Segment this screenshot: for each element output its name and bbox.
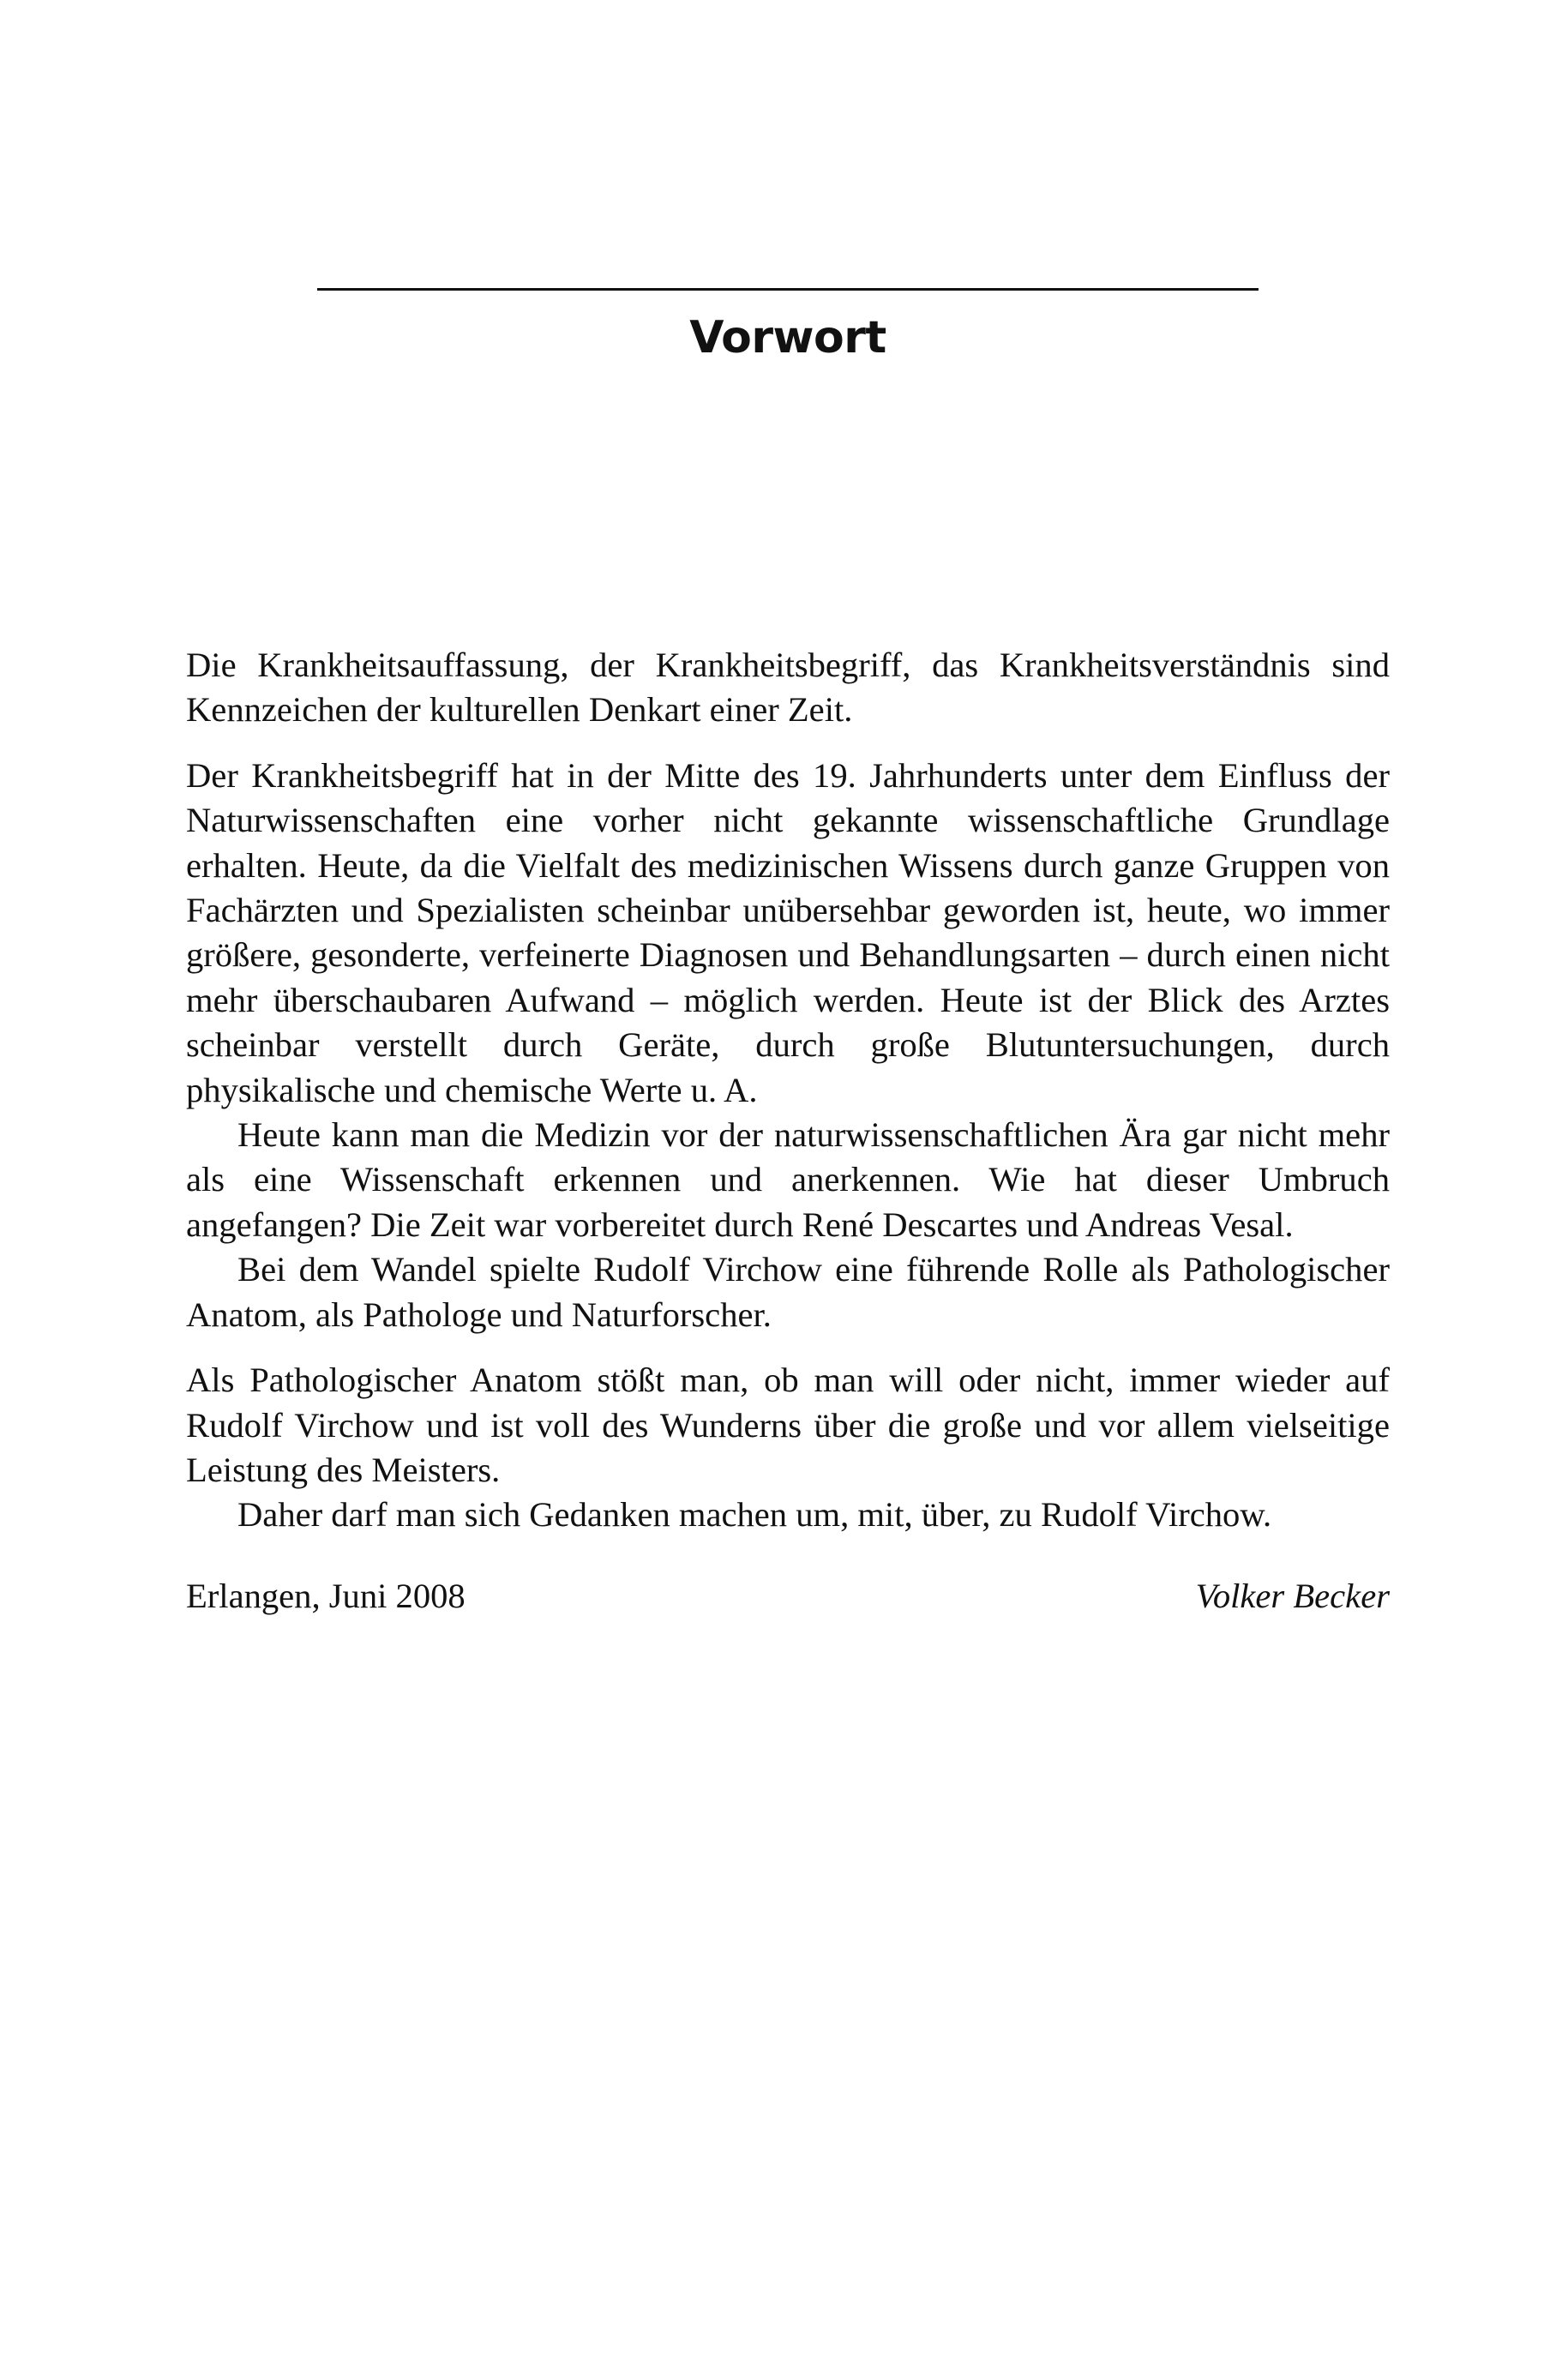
place-date: Erlangen, Juni 2008: [186, 1577, 466, 1615]
title-rule: [317, 288, 1259, 291]
paragraph: Der Krankheitsbegriff hat in der Mitte des 19. Jahrhunderts unter dem Einfluss der Naturwissenschaften eine vorher nicht gekannte wissenschaftliche Grundlage erhalten. Heute, da die Vielfalt des medizinischen Wissens durch ganze Gruppen von Fachärzten und Spezialisten scheinbar unübersehbar geworden ist, heute, wo immer größere, gesonderte, verfeinerte Diagnosen und Behandlungsarten – durch einen nicht mehr überschaubaren Aufwand – möglich werden. Heute ist der Blick des Arztes scheinbar verstellt durch Geräte, durch große Blutuntersuchungen, durch physikalische und chemische Werte u. A.: [186, 755, 1390, 1109]
paragraph: Die Krankheitsauffassung, der Krankheitsbegriff, das Krankheitsverständnis sind Kennzeichen der kulturellen Denkart einer Zeit.: [186, 646, 1390, 730]
author-name: Volker Becker: [1195, 1577, 1390, 1615]
paragraph: Bei dem Wandel spielte Rudolf Virchow eine führende Rolle als Pathologischer Anatom, als Pathologe und Naturforscher.: [186, 1250, 1390, 1334]
preface-body: [186, 643, 1390, 1538]
paragraph: Heute kann man die Medizin vor der naturwissenschaftlichen Ära gar nicht mehr als eine Wissenschaft erkennen und anerkennen. Wie hat dieser Umbruch angefangen? Die Zeit war vorbereitet durch René Descartes und Andreas Vesal.: [186, 1115, 1390, 1244]
signature-line: [186, 1574, 1390, 1619]
paragraph: Daher darf man sich Gedanken machen um, mit, über, zu Rudolf Virchow.: [237, 1495, 1272, 1535]
page-title: Vorwort: [689, 312, 886, 363]
paragraph: Als Pathologischer Anatom stößt man, ob man will oder nicht, immer wieder auf Rudolf Virchow und ist voll des Wunderns über die große und vor allem vielseitige Leistung des Meisters.: [186, 1361, 1390, 1489]
